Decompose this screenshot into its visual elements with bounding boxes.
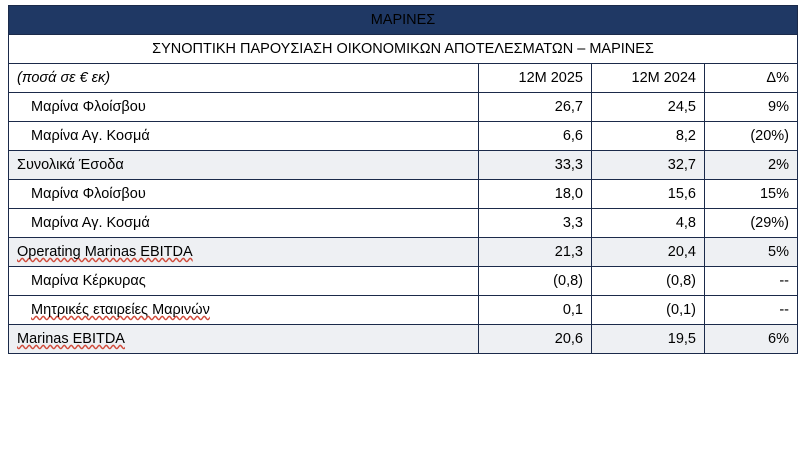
row-value-current: 20,6: [479, 325, 592, 354]
table-subtitle: ΣΥΝΟΠΤΙΚΗ ΠΑΡΟΥΣΙΑΣΗ ΟΙΚΟΝΟΜΙΚΩΝ ΑΠΟΤΕΛΕΣΜΑΤΩΝ – ΜΑΡΙΝΕΣ: [9, 35, 798, 64]
row-label: Μαρίνα Κέρκυρας: [9, 267, 479, 296]
row-value-prior: 4,8: [592, 209, 705, 238]
row-label: Μαρίνα Φλοίσβου: [9, 180, 479, 209]
table-title: ΜΑΡΙΝΕΣ: [9, 6, 798, 35]
table-row: [9, 151, 798, 180]
column-header-change: Δ%: [705, 64, 798, 93]
marinas-financial-table: [8, 5, 798, 354]
row-label: Operating Marinas EBITDA: [9, 238, 479, 267]
row-value-prior: (0,1): [592, 296, 705, 325]
row-value-prior: 32,7: [592, 151, 705, 180]
row-value-prior: 8,2: [592, 122, 705, 151]
column-header-current-period: 12M 2025: [479, 64, 592, 93]
row-value-change: 2%: [705, 151, 798, 180]
row-label: Συνολικά Έσοδα: [9, 151, 479, 180]
table-row: [9, 238, 798, 267]
row-value-change: (29%): [705, 209, 798, 238]
table-row: [9, 325, 798, 354]
row-value-prior: 20,4: [592, 238, 705, 267]
column-header-label: (ποσά σε € εκ): [9, 64, 479, 93]
row-value-current: 3,3: [479, 209, 592, 238]
row-value-prior: (0,8): [592, 267, 705, 296]
row-value-prior: 19,5: [592, 325, 705, 354]
row-value-prior: 24,5: [592, 93, 705, 122]
row-label: Μαρίνα Αγ. Κοσμά: [9, 122, 479, 151]
row-value-prior: 15,6: [592, 180, 705, 209]
row-value-change: 6%: [705, 325, 798, 354]
row-value-change: 5%: [705, 238, 798, 267]
row-value-current: 18,0: [479, 180, 592, 209]
row-value-current: 21,3: [479, 238, 592, 267]
row-value-change: --: [705, 296, 798, 325]
table-header-row: [9, 64, 798, 93]
row-value-change: (20%): [705, 122, 798, 151]
row-value-current: 33,3: [479, 151, 592, 180]
row-value-current: (0,8): [479, 267, 592, 296]
row-label: Marinas EBITDA: [9, 325, 479, 354]
row-label: Μαρίνα Φλοίσβου: [9, 93, 479, 122]
row-value-change: --: [705, 267, 798, 296]
row-value-current: 6,6: [479, 122, 592, 151]
table-row: [9, 296, 798, 325]
table-row: [9, 209, 798, 238]
row-label: Μητρικές εταιρείες Μαρινών: [9, 296, 479, 325]
table-row: [9, 180, 798, 209]
table-row: [9, 267, 798, 296]
row-value-change: 9%: [705, 93, 798, 122]
table-row: [9, 122, 798, 151]
column-header-prior-period: 12M 2024: [592, 64, 705, 93]
table-subtitle-row: [9, 35, 798, 64]
row-label: Μαρίνα Αγ. Κοσμά: [9, 209, 479, 238]
table-title-row: [9, 6, 798, 35]
row-value-current: 26,7: [479, 93, 592, 122]
table-body: [9, 6, 798, 354]
table-row: [9, 93, 798, 122]
row-value-current: 0,1: [479, 296, 592, 325]
row-value-change: 15%: [705, 180, 798, 209]
